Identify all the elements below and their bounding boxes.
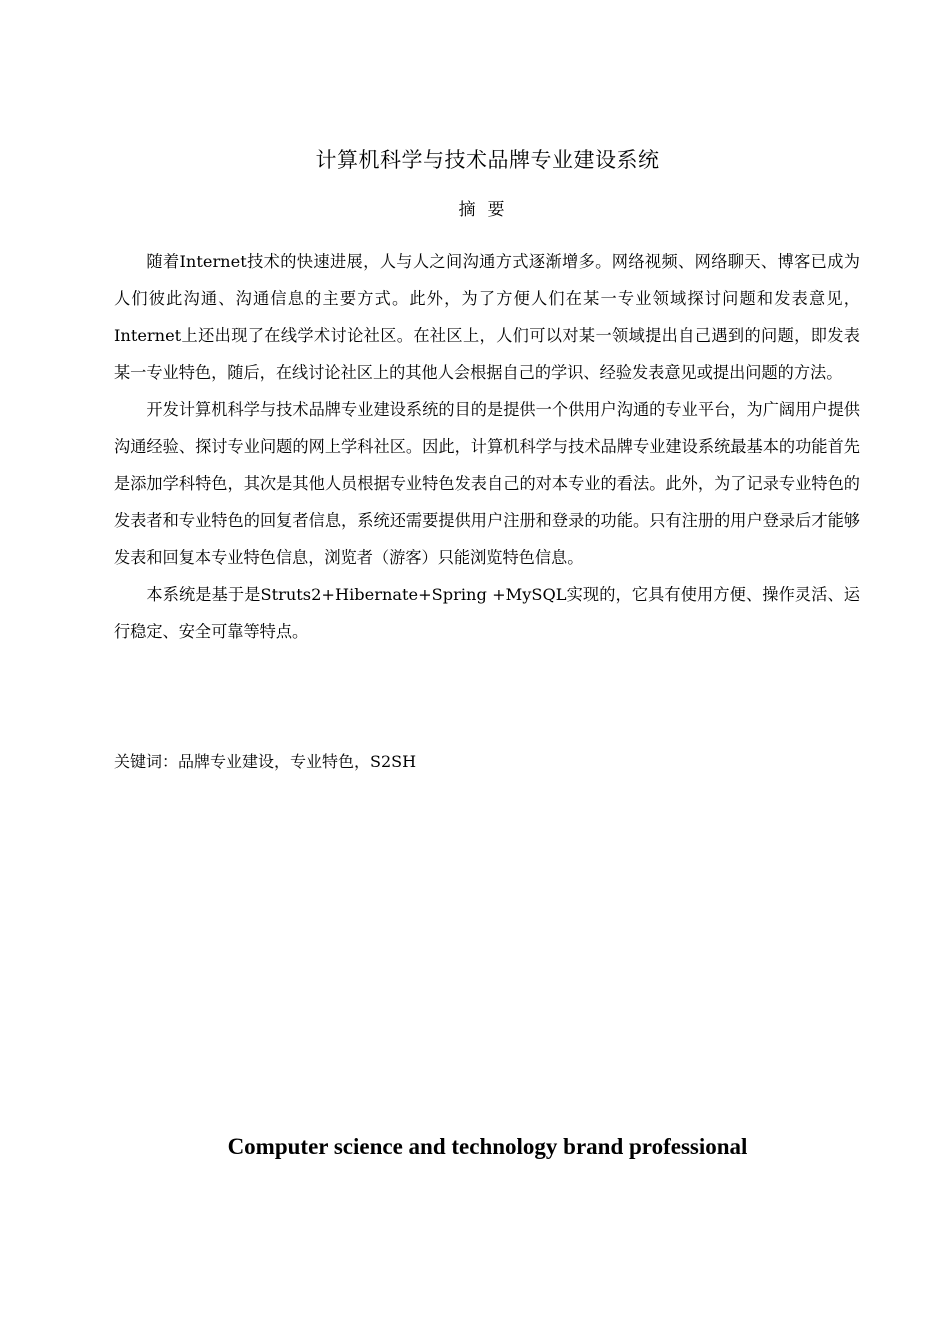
abstract-heading: 摘要 [458,200,517,220]
abstract-body [114,243,860,650]
abstract-paragraph-1: 随着Internet技术的快速进展，人与人之间沟通方式逐渐增多。网络视频、网络聊天、博客已成为人们彼此沟通、沟通信息的主要方式。此外，为了方便人们在某一专业领域探讨问题和发表意见，Internet上还出现了在线学术讨论社区。在社区上，人们可以对某一领域提出自己遇到的问题，即发表某一专业特色，随后，在线讨论社区上的其他人会根据自己的学识、经验发表意见或提出问题的方法。 [114,252,860,382]
keywords-value: 品牌专业建设，专业特色，S2SH [178,752,417,771]
keywords-label: 关键词： [114,752,179,771]
abstract-paragraph-2: 开发计算机科学与技术品牌专业建设系统的目的是提供一个供用户沟通的专业平台，为广阔用户提供沟通经验、探讨专业问题的网上学科社区。因此，计算机科学与技术品牌专业建设系统最基本的功能首先是添加学科特色，其次是其他人员根据专业特色发表自己的对本专业的看法。此外，为了记录专业特色的发表者和专业特色的回复者信息，系统还需要提供用户注册和登录的功能。只有注册的用户登录后才能够发表和回复本专业特色信息，浏览者（游客）只能浏览特色信息。 [114,400,860,567]
document-title: 计算机科学与技术品牌专业建设系统 [315,148,660,172]
keywords-line [114,745,860,779]
english-title: Computer science and technology brand professional [227,1134,748,1159]
abstract-paragraph-3: 本系统是基于是Struts2+Hibernate+Spring +MySQL实现的，它具有使用方便、操作灵活、运行稳定、安全可靠等特点。 [114,585,860,641]
